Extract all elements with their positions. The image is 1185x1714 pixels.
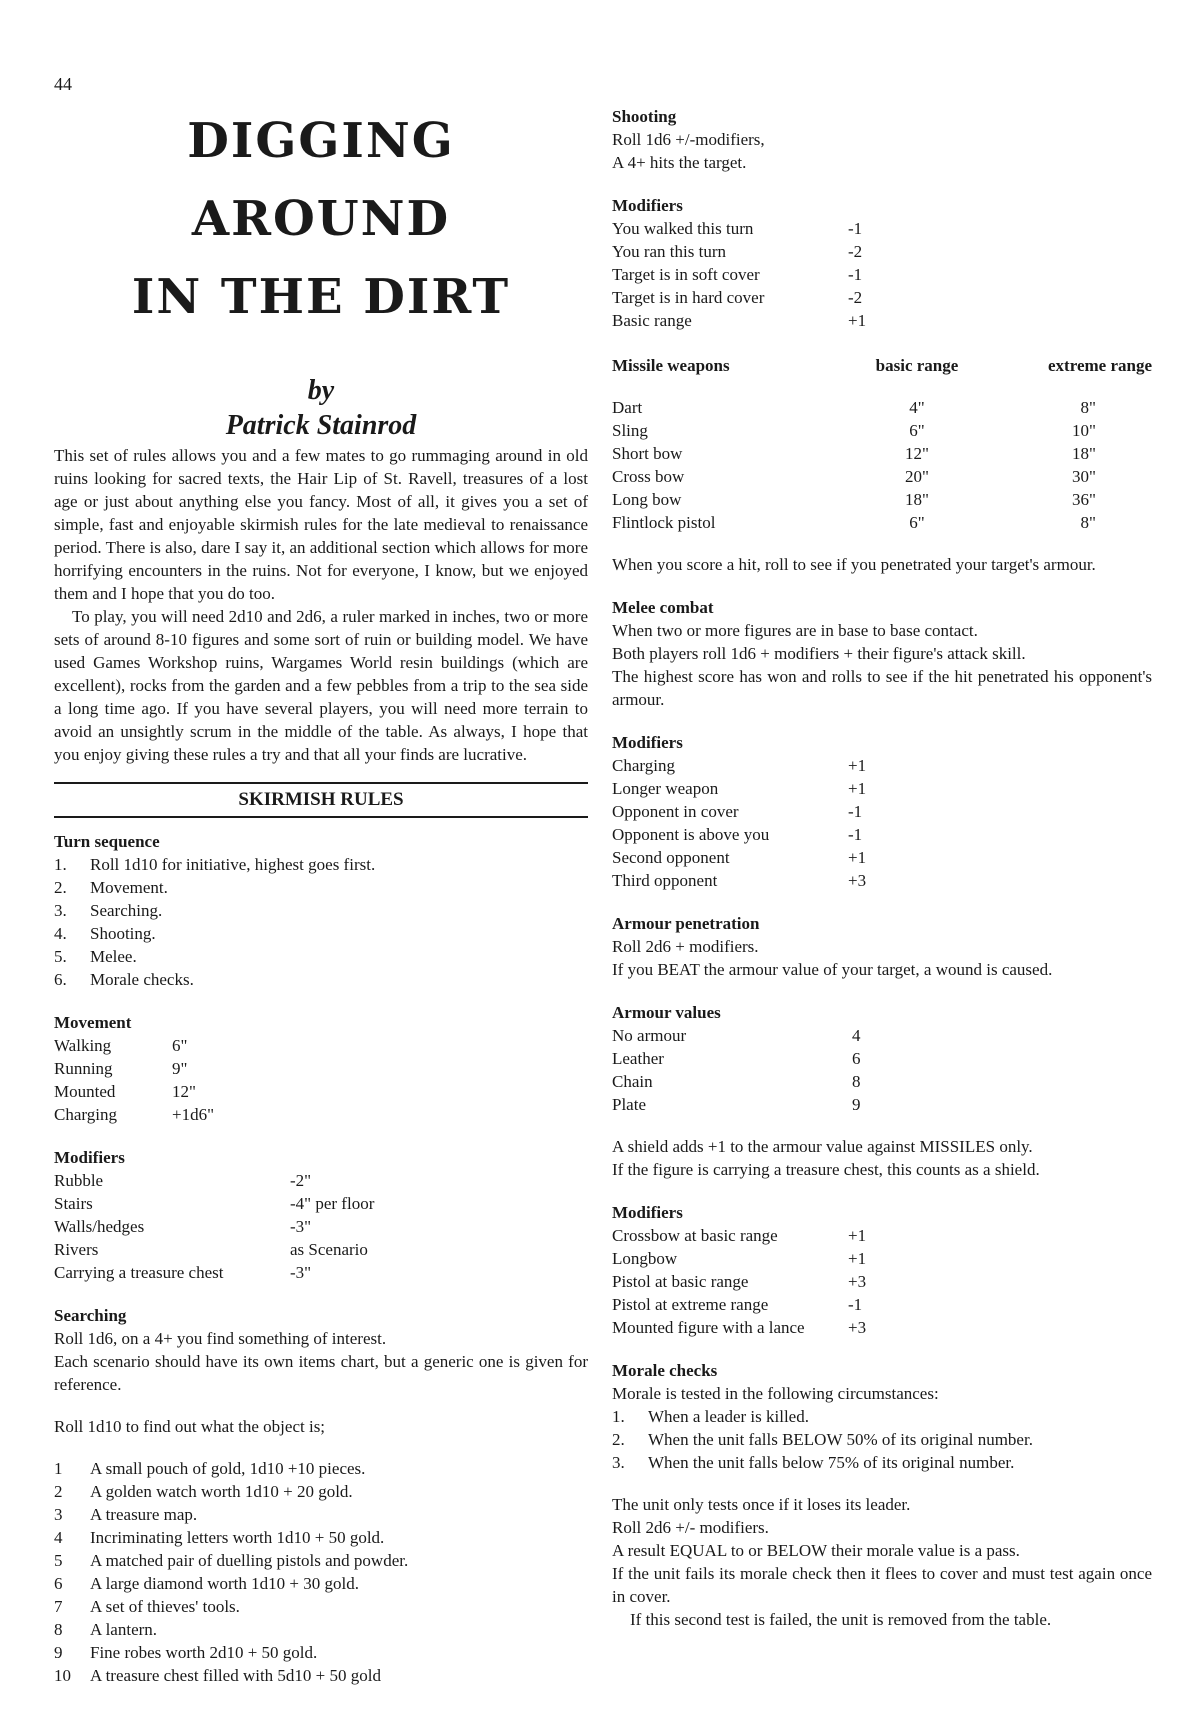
list-item-number: 6 [54, 1574, 63, 1593]
armour-note: A shield adds +1 to the armour value against MISSILES only. [612, 1137, 1033, 1156]
table-row [612, 1270, 1152, 1293]
row-label: Pistol at basic range [612, 1272, 749, 1291]
list-item-text: Roll 1d10 for initiative, highest goes first. [90, 855, 376, 874]
row-label: Target is in hard cover [612, 288, 765, 307]
row-value: +1 [848, 779, 867, 798]
list-item-number: 1. [54, 855, 67, 874]
table-row [612, 1247, 1152, 1270]
extreme-range: 10" [1072, 421, 1096, 440]
list-item-number: 3 [54, 1505, 63, 1524]
table-row [54, 1215, 588, 1238]
list-item-text: A small pouch of gold, 1d10 +10 pieces. [90, 1459, 366, 1478]
list-item-number: 1. [612, 1407, 625, 1426]
row-value: 9" [172, 1059, 188, 1078]
row-value: 6" [172, 1036, 188, 1055]
list-item [54, 1572, 588, 1595]
row-label: Charging [54, 1105, 117, 1124]
turn-sequence-section [54, 830, 588, 991]
row-value: +3 [848, 1272, 867, 1291]
row-value: -3" [290, 1263, 312, 1282]
row-label: Walls/hedges [54, 1217, 145, 1236]
row-label: Plate [612, 1095, 646, 1114]
row-label: Rubble [54, 1171, 104, 1190]
armour-note: If the figure is carrying a treasure chest, this counts as a shield. [612, 1160, 1040, 1179]
list-item-text: A large diamond worth 1d10 + 30 gold. [90, 1574, 359, 1593]
table-row [612, 465, 1152, 488]
row-label: Walking [54, 1036, 112, 1055]
weapon-name: Sling [612, 421, 648, 440]
row-label: Opponent in cover [612, 802, 739, 821]
list-item [54, 876, 588, 899]
table-row [612, 263, 1152, 286]
row-value: +3 [848, 1318, 867, 1337]
melee-line: The highest score has won and rolls to see if the hit penetrated his opponent's armour. [612, 667, 1152, 709]
table-row [54, 1192, 588, 1215]
list-item-text: A golden watch worth 1d10 + 20 gold. [90, 1482, 353, 1501]
list-item [54, 853, 588, 876]
morale-heading: Morale checks [612, 1361, 718, 1380]
shooting-modifiers-section [612, 194, 1152, 332]
list-item-number: 6. [54, 970, 67, 989]
list-item-number: 3. [54, 901, 67, 920]
movement-modifiers-section [54, 1146, 588, 1284]
morale-line: Roll 2d6 +/- modifiers. [612, 1518, 769, 1537]
table-row [612, 1224, 1152, 1247]
list-item-text: A treasure map. [90, 1505, 198, 1524]
basic-range: 4" [909, 398, 925, 417]
row-label: Second opponent [612, 848, 730, 867]
row-label: Basic range [612, 311, 692, 330]
movement-heading: Movement [54, 1013, 132, 1032]
row-value: +1d6" [172, 1105, 215, 1124]
row-label: Chain [612, 1072, 653, 1091]
table-row [612, 442, 1152, 465]
row-value: +1 [848, 756, 867, 775]
row-value: -1 [848, 802, 863, 821]
row-value: -4" per floor [290, 1194, 375, 1213]
weapon-name: Flintlock pistol [612, 513, 716, 532]
list-item-number: 9 [54, 1643, 63, 1662]
list-item [54, 1618, 588, 1641]
row-value: -2 [848, 288, 863, 307]
list-item [54, 1549, 588, 1572]
row-value: -1 [848, 825, 863, 844]
list-item [612, 1451, 1152, 1474]
basic-range: 6" [909, 421, 925, 440]
row-label: Stairs [54, 1194, 93, 1213]
table-row [612, 309, 1152, 332]
melee-modifiers-section [612, 731, 1152, 892]
table-row [54, 1169, 588, 1192]
weapon-name: Cross bow [612, 467, 685, 486]
list-item-text: A matched pair of duelling pistols and powder. [90, 1551, 409, 1570]
searching-section [54, 1304, 588, 1687]
morale-line: A result EQUAL to or BELOW their morale value is a pass. [612, 1541, 1020, 1560]
list-item-number: 10 [54, 1666, 71, 1685]
list-item [54, 1641, 588, 1664]
list-item [54, 1457, 588, 1480]
table-row [54, 1034, 588, 1057]
list-item-text: Fine robes worth 2d10 + 50 gold. [90, 1643, 318, 1662]
armour-values-section [612, 1001, 1152, 1181]
list-item-number: 2 [54, 1482, 63, 1501]
penetration-modifiers-heading: Modifiers [612, 1203, 683, 1222]
author-name: Patrick Stainrod [225, 410, 417, 441]
title-line-2: IN THE DIRT [131, 269, 511, 325]
turn-sequence-heading: Turn sequence [54, 832, 160, 851]
row-label: Carrying a treasure chest [54, 1263, 224, 1282]
shooting-section [612, 105, 1152, 174]
row-value: -1 [848, 219, 863, 238]
row-value: -1 [848, 265, 863, 284]
list-item-text: A treasure chest filled with 5d10 + 50 gold [90, 1666, 381, 1685]
extreme-range: 8" [1080, 398, 1096, 417]
table-row [612, 217, 1152, 240]
row-value: -2" [290, 1171, 312, 1190]
table-row [612, 1070, 1152, 1093]
row-value: +1 [848, 311, 867, 330]
list-item-text: When the unit falls below 75% of its original number. [648, 1453, 1015, 1472]
shooting-heading: Shooting [612, 107, 677, 126]
table-row [54, 1238, 588, 1261]
searching-line: Roll 1d6, on a 4+ you find something of interest. [54, 1329, 387, 1348]
morale-section [612, 1359, 1152, 1631]
column-header: basic range [875, 356, 959, 375]
basic-range: 18" [905, 490, 929, 509]
table-row [612, 846, 1152, 869]
right-column [612, 105, 1152, 1631]
movement-modifiers-heading: Modifiers [54, 1148, 125, 1167]
row-label: Third opponent [612, 871, 718, 890]
list-item-text: Morale checks. [90, 970, 194, 989]
table-row [612, 286, 1152, 309]
table-row [612, 419, 1152, 442]
list-item-number: 2. [54, 878, 67, 897]
morale-intro: Morale is tested in the following circumstances: [612, 1384, 939, 1403]
row-value: +1 [848, 1226, 867, 1245]
row-label: Rivers [54, 1240, 99, 1259]
morale-line: The unit only tests once if it loses its leader. [612, 1495, 911, 1514]
list-item [612, 1405, 1152, 1428]
row-label: Running [54, 1059, 113, 1078]
morale-line: If the unit fails its morale check then it flees to cover and must test again once in cover. [612, 1564, 1152, 1606]
table-row [612, 823, 1152, 846]
melee-line: Both players roll 1d6 + modifiers + their figure's attack skill. [612, 644, 1026, 663]
table-row [54, 1080, 588, 1103]
table-row [612, 800, 1152, 823]
table-row [612, 1047, 1152, 1070]
list-item-number: 4. [54, 924, 67, 943]
list-item [54, 1664, 588, 1687]
row-label: Longbow [612, 1249, 678, 1268]
list-item [54, 1480, 588, 1503]
extreme-range: 30" [1072, 467, 1096, 486]
morale-line: If this second test is failed, the unit is removed from the table. [630, 1610, 1052, 1629]
searching-line: Each scenario should have its own items chart, but a generic one is given for reference. [54, 1352, 588, 1394]
left-column [54, 100, 588, 1687]
list-item-text: When a leader is killed. [648, 1407, 809, 1426]
penetration-modifiers-section [612, 1201, 1152, 1339]
row-label: Mounted [54, 1082, 116, 1101]
list-item-text: Shooting. [90, 924, 156, 943]
list-item-number: 7 [54, 1597, 63, 1616]
intro-paragraph-1: This set of rules allows you and a few mates to go rummaging around in old ruins looking for sacred texts, the Hair Lip of St. Ravell, treasures of a lost age or just about anything else you fancy. Most of all, it gives you a set of simple, fast and enjoyable skirmish rules for the late medieval to renaissance period. There is also, dare I say it, an additional section which allows for more horrifying encounters in the ruins. Not for everyone, I know, but we enjoyed them and I hope that you do too. [54, 446, 588, 603]
armour-penetration-line: Roll 2d6 + modifiers. [612, 937, 759, 956]
list-item-number: 5 [54, 1551, 63, 1570]
table-row [612, 754, 1152, 777]
list-item-text: A set of thieves' tools. [90, 1597, 240, 1616]
row-value: -2 [848, 242, 863, 261]
row-value: 4 [852, 1026, 861, 1045]
table-row [612, 1093, 1152, 1116]
title-line-1: DIGGING AROUND [187, 113, 455, 247]
row-label: You walked this turn [612, 219, 754, 238]
list-item [54, 968, 588, 991]
list-item-number: 5. [54, 947, 67, 966]
list-item [612, 1428, 1152, 1451]
extreme-range: 36" [1072, 490, 1096, 509]
basic-range: 20" [905, 467, 929, 486]
row-label: Charging [612, 756, 675, 775]
searching-heading: Searching [54, 1306, 127, 1325]
row-value: 9 [852, 1095, 861, 1114]
row-label: Pistol at extreme range [612, 1295, 769, 1314]
row-label: Leather [612, 1049, 664, 1068]
extreme-range: 8" [1080, 513, 1096, 532]
list-item [54, 1503, 588, 1526]
extreme-range: 18" [1072, 444, 1096, 463]
list-item-number: 3. [612, 1453, 625, 1472]
row-value: -1 [848, 1295, 863, 1314]
byline [54, 374, 588, 444]
melee-line: When two or more figures are in base to base contact. [612, 621, 978, 640]
table-row [54, 1103, 588, 1126]
armour-penetration-heading: Armour penetration [612, 914, 760, 933]
row-value: 6 [852, 1049, 861, 1068]
page-number: 44 [54, 74, 72, 94]
list-item-number: 8 [54, 1620, 63, 1639]
weapon-name: Dart [612, 398, 643, 417]
row-label: No armour [612, 1026, 687, 1045]
list-item [54, 899, 588, 922]
missile-table-header [612, 354, 1152, 377]
table-row [612, 511, 1152, 534]
row-value: +1 [848, 1249, 867, 1268]
table-row [612, 488, 1152, 511]
list-item-text: Movement. [90, 878, 168, 897]
column-header: extreme range [1048, 356, 1152, 375]
list-item-text: Melee. [90, 947, 137, 966]
weapon-name: Long bow [612, 490, 682, 509]
weapon-name: Short bow [612, 444, 683, 463]
skirmish-rules-heading: SKIRMISH RULES [238, 789, 404, 810]
searching-roll-line: Roll 1d10 to find out what the object is; [54, 1417, 326, 1436]
table-row [54, 1261, 588, 1284]
table-row [612, 1293, 1152, 1316]
row-label: You ran this turn [612, 242, 726, 261]
row-value: +3 [848, 871, 867, 890]
table-row [612, 396, 1152, 419]
list-item [54, 922, 588, 945]
melee-modifiers-heading: Modifiers [612, 733, 683, 752]
list-item [54, 1526, 588, 1549]
row-label: Target is in soft cover [612, 265, 760, 284]
list-item [54, 1595, 588, 1618]
byline-by: by [307, 375, 335, 406]
shooting-line: Roll 1d6 +/-modifiers, [612, 130, 765, 149]
intro-paragraph-2: To play, you will need 2d10 and 2d6, a ruler marked in inches, two or more sets of around 8-10 figures and some sort of ruin or building model. We have used Games Workshop ruins, Wargames World resin buildings (which are excellent), rocks from the garden and a few pebbles from a trip to the sea side a long time ago. If you have several players, you will need more terrain to avoid an unsightly scrum in the middle of the table. As always, I hope that you enjoy giving these rules a try and that all your finds are lucrative. [54, 607, 588, 764]
list-item-number: 1 [54, 1459, 63, 1478]
shooting-line: A 4+ hits the target. [612, 153, 747, 172]
list-item [54, 945, 588, 968]
table-row [54, 1057, 588, 1080]
row-label: Longer weapon [612, 779, 719, 798]
table-row [612, 1316, 1152, 1339]
article-title [54, 102, 588, 336]
skirmish-rules-banner [54, 782, 588, 818]
column-header: Missile weapons [612, 356, 730, 375]
search-items-list [54, 1457, 588, 1687]
melee-section [612, 596, 1152, 711]
basic-range: 12" [905, 444, 929, 463]
list-item-text: When the unit falls BELOW 50% of its original number. [648, 1430, 1033, 1449]
row-value: 8 [852, 1072, 861, 1091]
list-item-text: Incriminating letters worth 1d10 + 50 gold. [90, 1528, 385, 1547]
table-row [612, 1024, 1152, 1047]
row-label: Crossbow at basic range [612, 1226, 778, 1245]
list-item-text: A lantern. [90, 1620, 158, 1639]
shooting-modifiers-heading: Modifiers [612, 196, 683, 215]
row-value: -3" [290, 1217, 312, 1236]
row-value: 12" [172, 1082, 196, 1101]
armour-penetration-section [612, 912, 1152, 981]
table-row [612, 777, 1152, 800]
missile-table [612, 396, 1152, 534]
melee-heading: Melee combat [612, 598, 714, 617]
table-row [612, 240, 1152, 263]
armour-values-heading: Armour values [612, 1003, 721, 1022]
row-label: Opponent is above you [612, 825, 770, 844]
basic-range: 6" [909, 513, 925, 532]
table-row [612, 869, 1152, 892]
row-label: Mounted figure with a lance [612, 1318, 805, 1337]
list-item-number: 2. [612, 1430, 625, 1449]
row-value: +1 [848, 848, 867, 867]
missile-note: When you score a hit, roll to see if you penetrated your target's armour. [612, 555, 1096, 574]
armour-penetration-line: If you BEAT the armour value of your target, a wound is caused. [612, 960, 1053, 979]
list-item-text: Searching. [90, 901, 163, 920]
list-item-number: 4 [54, 1528, 63, 1547]
row-value: as Scenario [290, 1240, 368, 1259]
movement-section [54, 1011, 588, 1126]
